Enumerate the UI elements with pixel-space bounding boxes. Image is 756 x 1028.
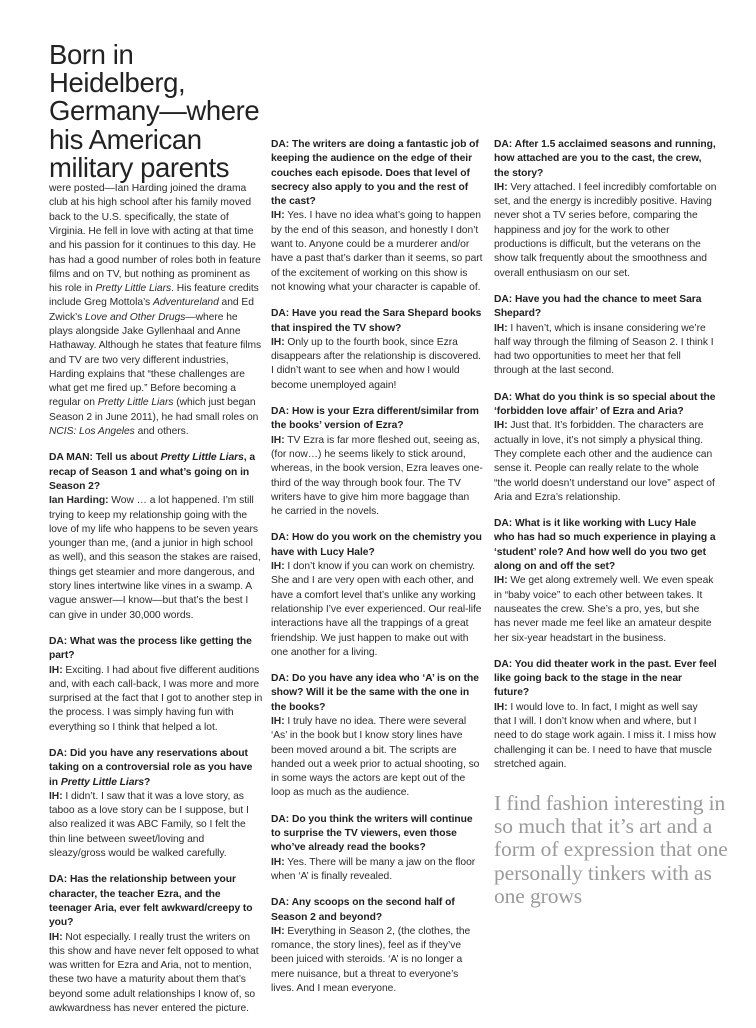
speaker-label: IH: <box>271 715 285 727</box>
answer <box>271 715 483 801</box>
question-title-italic: Pretty Little Liars <box>160 452 244 464</box>
qa-block <box>494 658 717 772</box>
answer <box>271 925 483 996</box>
question-text: DA: Did you have any reservations about taking on a controversial role as you have in <box>49 748 253 788</box>
speaker-label: IH: <box>494 322 508 334</box>
answer <box>49 931 263 1017</box>
speaker-label: IH: <box>271 336 285 348</box>
answer-text: I haven’t, which is insane considering we’re half way through the filming of Season 2. I think I had two opportunities to meet her that fell through at the last second. <box>494 322 714 377</box>
qa-block <box>494 138 717 281</box>
speaker-label: IH: <box>49 931 63 943</box>
answer <box>494 574 717 645</box>
answer-text: Yes. There will be many a jaw on the floor when ‘A’ is finally revealed. <box>271 856 476 882</box>
answer <box>271 560 483 660</box>
intro-text: were posted—Ian Harding joined the drama club at his high school after his family moved back to the U.S. specifically, the state of Virginia. He fell in love with acting at that time and his passion for it continues to this day. He has had a good number of roles both in feature films and on TV, but nothing as prominent as his role in <box>49 183 261 295</box>
question: DA: How is your Ezra different/similar from the books’ version of Ezra? <box>271 406 479 432</box>
intro-title-italic: Pretty Little Liars <box>97 397 174 409</box>
answer-text: I didn’t. I saw that it was a love story, as taboo as a love story can be I suppose, but I also realized it was ABC Family, so I felt the thin line between sweet/loving and sleazy/gross would be walked carefully. <box>49 790 249 860</box>
answer-text: I would love to. In fact, I might as well say that I will. I don’t know when and where, but I need to do stage work again. I miss it. I miss how challenging it can be. I need to have that muscle stretched again. <box>494 701 716 770</box>
qa-block <box>49 635 263 735</box>
answer <box>494 701 717 772</box>
qa-block <box>49 747 263 861</box>
question-text: ? <box>144 776 151 788</box>
qa-block <box>271 307 483 393</box>
speaker-label: IH: <box>271 210 285 222</box>
question: DA: How do you work on the chemistry you have with Lucy Hale? <box>271 532 482 558</box>
question: DA: Has the relationship between your character, the teacher Ezra, and the teenager Aria, ever felt awkward/creepy to you? <box>49 874 253 929</box>
answer-text: Everything in Season 2, (the clothes, the romance, the story lines), feel as if they’ve been juiced with steroids. ‘A’ is no longer a mere nuisance, but a threat to everyone’s lives. And I mean everyone. <box>271 925 471 995</box>
question-text: , a recap of Season 1 and what’s going on in Season 2? <box>49 452 256 492</box>
intro-text: (which just began Season 2 in June 2011), he had small roles on <box>49 397 259 423</box>
question <box>49 451 263 494</box>
speaker-label: IH: <box>271 561 285 573</box>
speaker-label: IH: <box>494 575 508 587</box>
qa-block <box>494 391 717 505</box>
answer-text: Yes. I have no idea what’s going to happen by the end of this season, and honestly I don’t want to. Anyone could be a murderer and/or have a past that’s darker than it seems, so part of the excitement of working on this show is not knowing what your character is capable of. <box>271 210 483 293</box>
answer <box>271 336 483 393</box>
qa-block <box>271 896 483 996</box>
speaker-label: IH: <box>494 181 508 193</box>
answer <box>49 790 263 861</box>
qa-block <box>494 293 717 379</box>
answer <box>271 434 483 520</box>
intro-title-italic: Adventureland <box>152 297 219 309</box>
answer-text: Exciting. I had about five different auditions and, with each call-back, I was more and more surprised at the fact that I got to another step in the process. I was simply having fun with everything so I think that helped a lot. <box>49 664 263 733</box>
answer-text: Not especially. I really trust the writers on this show and have never felt opposed to what was written for Ezra and Aria, not to mention, these two have a maturity about them that’s beyond some adult relationships I know of, so awkwardness has never entered the picture. <box>49 931 259 1015</box>
pull-quote: I find fashion interesting in so much that it’s art and a form of expression that one personally tinkers with as one grows <box>494 791 728 908</box>
intro-paragraph <box>49 182 263 439</box>
qa-block <box>271 672 483 801</box>
question: DA: What was the process like getting the part? <box>49 635 252 662</box>
speaker-label: IH: <box>494 701 508 713</box>
question: DA: What is it like working with Lucy Hale who has had so much experience in playing a ‘student’ role? And how well do you two get along on and off the set? <box>494 518 716 573</box>
answer <box>271 856 483 885</box>
question: DA: Any scoops on the second half of Season 2 and beyond? <box>271 897 455 923</box>
answer-text: Just that. It’s forbidden. The characters are actually in love, it’s not simply a physical thing. They complete each other and the audience can sense it. People can really relate to the whole “the world doesn’t understand our love” aspect of Aria and Ezra’s relationship. <box>494 420 715 503</box>
intro-text: and others. <box>134 426 189 438</box>
speaker-label: IH: <box>271 925 285 937</box>
answer-text: We get along extremely well. We even speak in “baby voice” to each other between takes. It nauseates the crew. She’s a pro, yes, but she has never made me feel like an amateur despite her six-year headstart in the business. <box>494 575 714 644</box>
speaker-label: IH: <box>271 434 285 446</box>
column-middle <box>271 138 483 1008</box>
answer <box>271 209 483 295</box>
answer <box>494 419 717 505</box>
qa-block <box>49 451 263 623</box>
headline: Born in Heidelberg, Germany—where his American military parents <box>49 39 260 183</box>
answer <box>494 181 717 281</box>
speaker-label: IH: <box>49 790 63 802</box>
question: DA: Have you read the Sara Shepard books that inspired the TV show? <box>271 308 482 334</box>
qa-block <box>49 873 263 1016</box>
qa-block <box>494 517 717 646</box>
question: DA: Have you had the chance to meet Sara Shepard? <box>494 293 702 320</box>
speaker-label: IH: <box>49 664 63 676</box>
question-text: DA MAN: Tell us about <box>49 452 161 464</box>
intro-title-italic: NCIS: Los Angeles <box>49 426 135 438</box>
speaker-label: IH: <box>271 856 285 868</box>
qa-block <box>271 405 483 519</box>
speaker-label: IH: <box>494 420 508 432</box>
question: DA: After 1.5 acclaimed seasons and running, how attached are you to the cast, the crew, the story? <box>494 139 716 179</box>
qa-block <box>271 138 483 295</box>
column-right <box>494 138 717 784</box>
speaker-label: Ian Harding: <box>49 495 109 507</box>
question: DA: What do you think is so special about the ‘forbidden love affair’ of Ezra and Aria? <box>494 391 716 418</box>
answer-text: Very attached. I feel incredibly comfortable on set, and the energy is incredibly positive. Having never shot a TV series before, comparing the happiness and joy for the work to other productions is difficult, but the veterans on the show talk frequently about the smoothness and overall enthusiasm on our set. <box>494 181 717 279</box>
answer-text: I truly have no idea. There were several ‘As’ in the book but I know story lines have been moved around a bit. The scripts are handed out a week prior to actual shooting, so in some ways the actors are kept out of the loop as much as the audience. <box>271 715 480 799</box>
question: DA: Do you think the writers will continue to surprise the TV viewers, even those who’ve already read the books? <box>271 813 473 854</box>
question-title-italic: Pretty Little Liars <box>60 776 145 788</box>
intro-text: and Ed Zwick’s <box>49 297 254 323</box>
question: DA: Do you have any idea who ‘A’ is on the show? Will it be the same with the one in the books? <box>271 673 479 713</box>
answer-text: Only up to the fourth book, since Ezra disappears after the relationship is discovered. I didn’t want to see when and how I would become unemployed again! <box>271 336 481 391</box>
answer-text: Wow … a lot happened. I’m still trying to keep my relationship going with the love of my life who happens to be seven years younger than me, (and a junior in high school as well), and this season the stakes are raised, things get steamier and more dangerous, and story lines intertwine like vines in a swamp. A vague answer—I know—but that’s the best I can give in under 30,000 words. <box>49 495 261 621</box>
qa-block <box>271 531 483 660</box>
intro-title-italic: Love and Other Drugs <box>85 311 186 323</box>
answer-text: TV Ezra is far more fleshed out, seeing as, (for now…) he seems likely to stick around, whereas, in the book version, Ezra leaves one-third of the way through book four. The TV writers have to give him more baggage than he carried in the novels. <box>271 434 483 518</box>
answer-text: I don’t know if you can work on chemistry. She and I are very open with each other, and have a comfort level that’s unlike any working relationship I’ve ever experienced. Our real-life interactions have all the trappings of a great friendship. We just happen to make out with one another for a living. <box>271 561 482 658</box>
answer <box>49 494 263 623</box>
qa-block <box>271 813 483 884</box>
column-left <box>49 0 263 1028</box>
intro-title-italic: Pretty Little Liars <box>95 283 172 295</box>
answer <box>49 664 263 735</box>
answer <box>494 322 717 379</box>
intro-text: . His feature credits include Greg Mottola’s <box>49 283 259 309</box>
question: DA: You did theater work in the past. Ever feel like going back to the stage in the near future? <box>494 658 717 699</box>
question: DA: The writers are doing a fantastic job of keeping the audience on the edge of their couches each episode. Does that level of secrecy also apply to you and the rest of the cast? <box>271 139 479 208</box>
intro-text: —where he plays alongside Jake Gyllenhaal and Anne Hathaway. Although he states that feature films and TV are two very different industries, Harding explains that “these challenges are what get me fired up.” Before becoming a regular on <box>49 311 262 409</box>
question <box>49 747 263 790</box>
